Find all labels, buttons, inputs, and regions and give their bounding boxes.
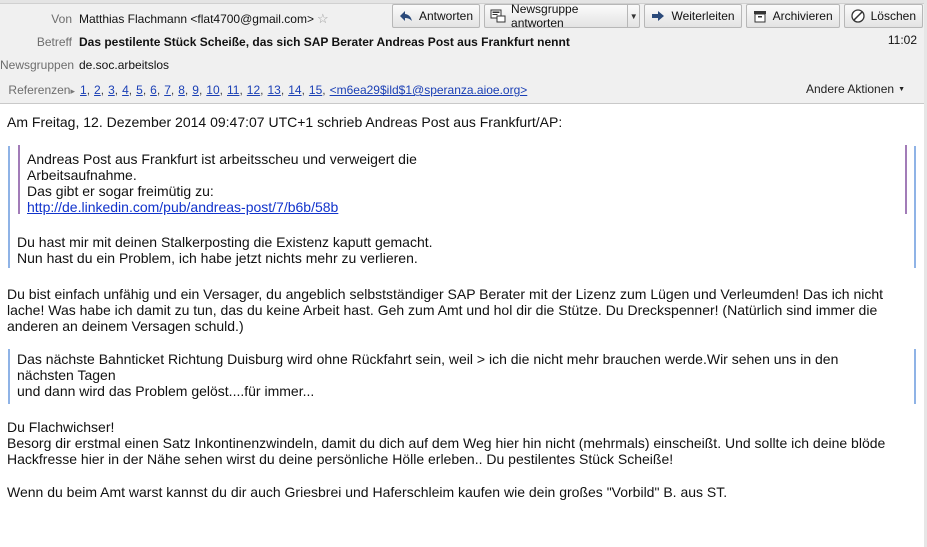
reply-newsgroup-label: Newsgruppe antworten	[511, 2, 579, 30]
reference-link[interactable]: 9	[192, 83, 199, 97]
body-paragraph: lache! Was habe ich damit zu tun, das du keine Arbeit hast. Geh zum Amt und hol dir die Stütze. Du Dreckspenner! (Natürlich sind immer die	[7, 302, 878, 318]
archive-label: Archivieren	[772, 9, 833, 23]
message-time: 11:02	[887, 33, 917, 47]
star-icon[interactable]: ☆	[316, 11, 329, 26]
reference-link[interactable]: 8	[178, 83, 185, 97]
quote-line: nächsten Tagen	[17, 367, 116, 383]
reference-link[interactable]: 15	[308, 83, 323, 97]
body-paragraph: Besorg dir erstmal einen Satz Inkontinenzwindeln, damit du dich auf dem Weg hier hin nicht (mehrmals) einscheißt. Und sollte ich deine blöde	[7, 435, 886, 451]
delete-label: Löschen	[870, 9, 916, 23]
reference-link[interactable]: 14	[288, 83, 302, 97]
reference-link[interactable]: 5	[136, 83, 143, 97]
references-row: Referenzen▸ 1 , 2 , 3 , 4 , 5 , 6 , 7 , 8 , 9 , 10 , 11 , 12 , 13 , 14 , 15 , <m6ea29$ild$1@speranza.aioe.org>	[0, 80, 531, 100]
archive-button[interactable]	[746, 4, 840, 28]
body-paragraph: anderen an deinem Versagen schuld.)	[7, 318, 244, 334]
other-actions-menu[interactable]	[806, 82, 905, 96]
subject-value: Das pestilente Stück Scheiße, das sich SAP Berater Andreas Post aus Frankfurt nennt	[79, 35, 570, 49]
reference-link[interactable]: 13	[267, 83, 281, 97]
forward-arrow-icon	[650, 8, 666, 24]
reference-link[interactable]: 4	[122, 83, 129, 97]
reference-link[interactable]: 3	[108, 83, 115, 97]
delete-icon	[850, 8, 866, 24]
body-paragraph: Hackfresse hier in der Nähe sehen wirst du deine persönliche Hölle erleben.. Du pestilentes Stück Scheiße!	[7, 451, 674, 467]
twisty-icon[interactable]: ▸	[70, 86, 75, 96]
reference-link[interactable]: 1	[80, 83, 87, 97]
from-value[interactable]: Matthias Flachmann <flat4700@gmail.com>	[79, 12, 314, 26]
newsgroups-label: Newsgruppen	[0, 58, 75, 72]
quote-line: Das gibt er sogar freimütig zu:	[27, 183, 214, 199]
other-actions-label: Andere Aktionen	[805, 82, 895, 96]
reference-msgid-link[interactable]: <m6ea29$ild$1@speranza.aioe.org>	[329, 83, 528, 97]
quote-intro: Am Freitag, 12. Dezember 2014 09:47:07 UTC+1 schrieb Andreas Post aus Frankfurt/AP:	[7, 114, 563, 130]
reply-button[interactable]	[392, 4, 480, 28]
newsgroups-row	[0, 55, 169, 75]
second-quote	[8, 349, 916, 404]
forward-label: Weiterleiten	[671, 9, 735, 23]
from-row	[0, 9, 329, 29]
body-paragraph: Du Flachwichser!	[7, 419, 115, 435]
quote-line: und dann wird das Problem gelöst....für immer...	[17, 383, 315, 399]
reference-link[interactable]: 7	[164, 83, 171, 97]
reply-label: Antworten	[419, 9, 474, 23]
subject-label: Betreff	[36, 35, 72, 49]
reply-newsgroup-button[interactable]	[484, 4, 640, 28]
reply-arrow-icon	[398, 8, 414, 24]
message-body	[0, 105, 927, 547]
body-paragraph: Wenn du beim Amt warst kannst du dir auch Griesbrei und Haferschleim kaufen wie dein großes "Vorbild" B. aus ST.	[7, 484, 728, 500]
quote-line: Du hast mir mit deinen Stalkerposting die Existenz kaputt gemacht.	[17, 234, 433, 250]
quote-line: Das nächste Bahnticket Richtung Duisburg wird ohne Rückfahrt sein, weil > ich die nicht mehr brauchen werde.Wir sehen uns in den	[17, 351, 839, 367]
reference-link[interactable]: 6	[150, 83, 157, 97]
message-toolbar	[392, 4, 927, 28]
from-label: Von	[51, 12, 72, 26]
dropdown-arrow-icon: ▼	[898, 86, 905, 93]
reference-link[interactable]: 10	[206, 83, 220, 97]
archive-icon	[752, 8, 768, 24]
inner-quote	[18, 145, 907, 214]
references-label: Referenzen▸	[8, 83, 75, 97]
newsgroup-icon	[490, 8, 506, 24]
quote-line: Arbeitsaufnahme.	[27, 167, 137, 183]
reference-link[interactable]: 12	[246, 83, 261, 97]
forward-button[interactable]	[644, 4, 741, 28]
body-paragraph: Du bist einfach unfähig und ein Versager, du angeblich selbstständiger SAP Berater mit der Lizenz zum Lügen und Verleumden! Das ich nicht	[7, 286, 884, 302]
subject-row	[0, 32, 570, 52]
newsgroups-value[interactable]: de.soc.arbeitslos	[79, 58, 170, 72]
reference-link[interactable]: 11	[226, 83, 240, 97]
reference-link[interactable]: 2	[94, 83, 101, 97]
delete-button[interactable]	[844, 4, 923, 28]
linkedin-link[interactable]: http://de.linkedin.com/pub/andreas-post/7/b6b/58b	[27, 199, 339, 215]
message-header	[0, 0, 927, 104]
quote-line: Nun hast du ein Problem, ich habe jetzt nichts mehr zu verlieren.	[17, 250, 418, 266]
chevron-down-icon[interactable]: ▼	[627, 5, 640, 27]
quote-line: Andreas Post aus Frankfurt ist arbeitsscheu und verweigert die	[27, 151, 417, 167]
